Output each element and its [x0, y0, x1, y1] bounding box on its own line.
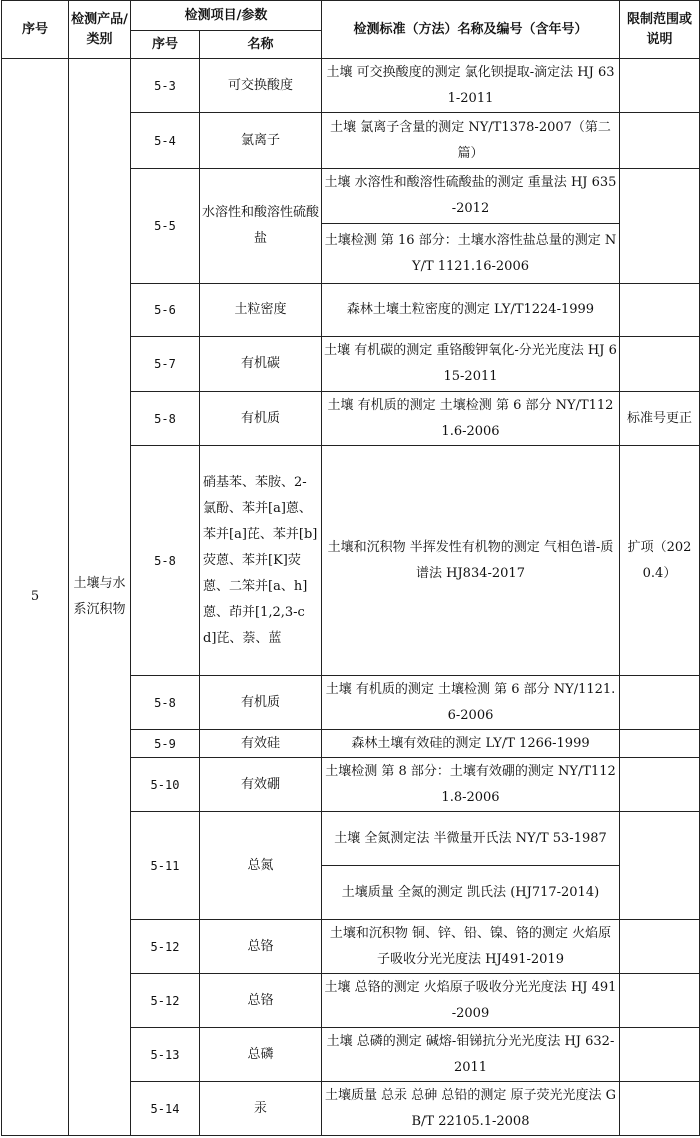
- header-item-group: 检测项目/参数: [131, 1, 322, 31]
- standard-cell: 土壤 全氮测定法 半微量开氏法 NY/T 53-1987: [322, 812, 620, 866]
- table-row: [2, 59, 700, 113]
- item-name: 可交换酸度: [200, 59, 322, 113]
- remark-cell: [620, 337, 700, 392]
- standard-cell: 土壤 有机碳的测定 重铬酸钾氧化-分光光度法 HJ 615-2011: [322, 337, 620, 392]
- item-no: 5-6: [131, 284, 200, 337]
- remark-cell: [620, 113, 700, 169]
- item-no: 5-12: [131, 920, 200, 974]
- remark-cell: [620, 974, 700, 1028]
- standard-cell: 土壤 总磷的测定 碱熔-钼锑抗分光光度法 HJ 632-2011: [322, 1028, 620, 1082]
- header-item-name: 名称: [200, 31, 322, 59]
- item-no: 5-13: [131, 1028, 200, 1082]
- item-name: 汞: [200, 1082, 322, 1136]
- standard-cell: 土壤质量 全氮的测定 凯氏法 (HJ717-2014): [322, 866, 620, 920]
- item-no: 5-11: [131, 812, 200, 920]
- remark-cell: [620, 730, 700, 758]
- header-remark: 限制范围或说明: [620, 1, 700, 59]
- header-item-seq: 序号: [131, 31, 200, 59]
- standard-cell: 土壤 水溶性和酸溶性硫酸盐的测定 重量法 HJ 635-2012: [322, 169, 620, 224]
- test-standards-table: [1, 0, 700, 1136]
- item-name: 总磷: [200, 1028, 322, 1082]
- item-name: 总铬: [200, 920, 322, 974]
- item-name: 土粒密度: [200, 284, 322, 337]
- remark-cell: [620, 1082, 700, 1136]
- item-no: 5-5: [131, 169, 200, 284]
- item-name: 硝基苯、苯胺、2-氯酚、苯并[a]蒽、苯并[a]芘、苯并[b]荧蒽、苯并[K]荧蒽、二笨并[a、h]蒽、茚并[1,2,3-cd]芘、萘、蓝: [200, 446, 322, 676]
- group-category: 土壤与水系沉积物: [69, 59, 131, 1136]
- remark-cell: [620, 169, 700, 284]
- item-no: 5-7: [131, 337, 200, 392]
- standard-cell: 森林土壤土粒密度的测定 LY/T1224-1999: [322, 284, 620, 337]
- item-no: 5-8: [131, 446, 200, 676]
- item-no: 5-14: [131, 1082, 200, 1136]
- remark-cell: [620, 676, 700, 730]
- item-name: 总氮: [200, 812, 322, 920]
- item-no: 5-9: [131, 730, 200, 758]
- item-name: 有效硼: [200, 758, 322, 812]
- header-standard: 检测标准（方法）名称及编号（含年号）: [322, 1, 620, 59]
- group-seq: 5: [2, 59, 69, 1136]
- standard-cell: 土壤和沉积物 铜、锌、铅、镍、铬的测定 火焰原子吸收分光光度法 HJ491-2019: [322, 920, 620, 974]
- standard-cell: 土壤 有机质的测定 土壤检测 第 6 部分 NY/1121.6-2006: [322, 676, 620, 730]
- item-no: 5-8: [131, 676, 200, 730]
- remark-cell: [620, 758, 700, 812]
- standard-cell: 土壤质量 总汞 总砷 总铅的测定 原子荧光光度法 GB/T 22105.1-2008: [322, 1082, 620, 1136]
- header-seq: 序号: [2, 1, 69, 59]
- standard-cell: 土壤 有机质的测定 土壤检测 第 6 部分 NY/T1121.6-2006: [322, 392, 620, 446]
- item-no: 5-8: [131, 392, 200, 446]
- standard-cell: 土壤和沉积物 半挥发性有机物的测定 气相色谱-质谱法 HJ834-2017: [322, 446, 620, 676]
- item-name: 有机碳: [200, 337, 322, 392]
- item-name: 有效硅: [200, 730, 322, 758]
- remark-cell: [620, 59, 700, 113]
- remark-cell: 标准号更正: [620, 392, 700, 446]
- standard-cell: 土壤 总铬的测定 火焰原子吸收分光光度法 HJ 491-2009: [322, 974, 620, 1028]
- item-no: 5-10: [131, 758, 200, 812]
- item-name: 氯离子: [200, 113, 322, 169]
- standard-cell: 森林土壤有效硅的测定 LY/T 1266-1999: [322, 730, 620, 758]
- item-name: 有机质: [200, 392, 322, 446]
- item-no: 5-4: [131, 113, 200, 169]
- item-name: 水溶性和酸溶性硫酸盐: [200, 169, 322, 284]
- standard-cell: 土壤 可交换酸度的测定 氯化钡提取-滴定法 HJ 631-2011: [322, 59, 620, 113]
- standard-cell: 土壤检测 第 16 部分：土壤水溶性盐总量的测定 NY/T 1121.16-2006: [322, 224, 620, 284]
- item-name: 有机质: [200, 676, 322, 730]
- standard-cell: 土壤 氯离子含量的测定 NY/T1378-2007（第二篇）: [322, 113, 620, 169]
- item-no: 5-3: [131, 59, 200, 113]
- remark-cell: [620, 812, 700, 920]
- remark-cell: 扩项（2020.4）: [620, 446, 700, 676]
- remark-cell: [620, 284, 700, 337]
- standard-cell: 土壤检测 第 8 部分：土壤有效硼的测定 NY/T1121.8-2006: [322, 758, 620, 812]
- header-category: 检测产品/类别: [69, 1, 131, 59]
- remark-cell: [620, 1028, 700, 1082]
- item-no: 5-12: [131, 974, 200, 1028]
- item-name: 总铬: [200, 974, 322, 1028]
- remark-cell: [620, 920, 700, 974]
